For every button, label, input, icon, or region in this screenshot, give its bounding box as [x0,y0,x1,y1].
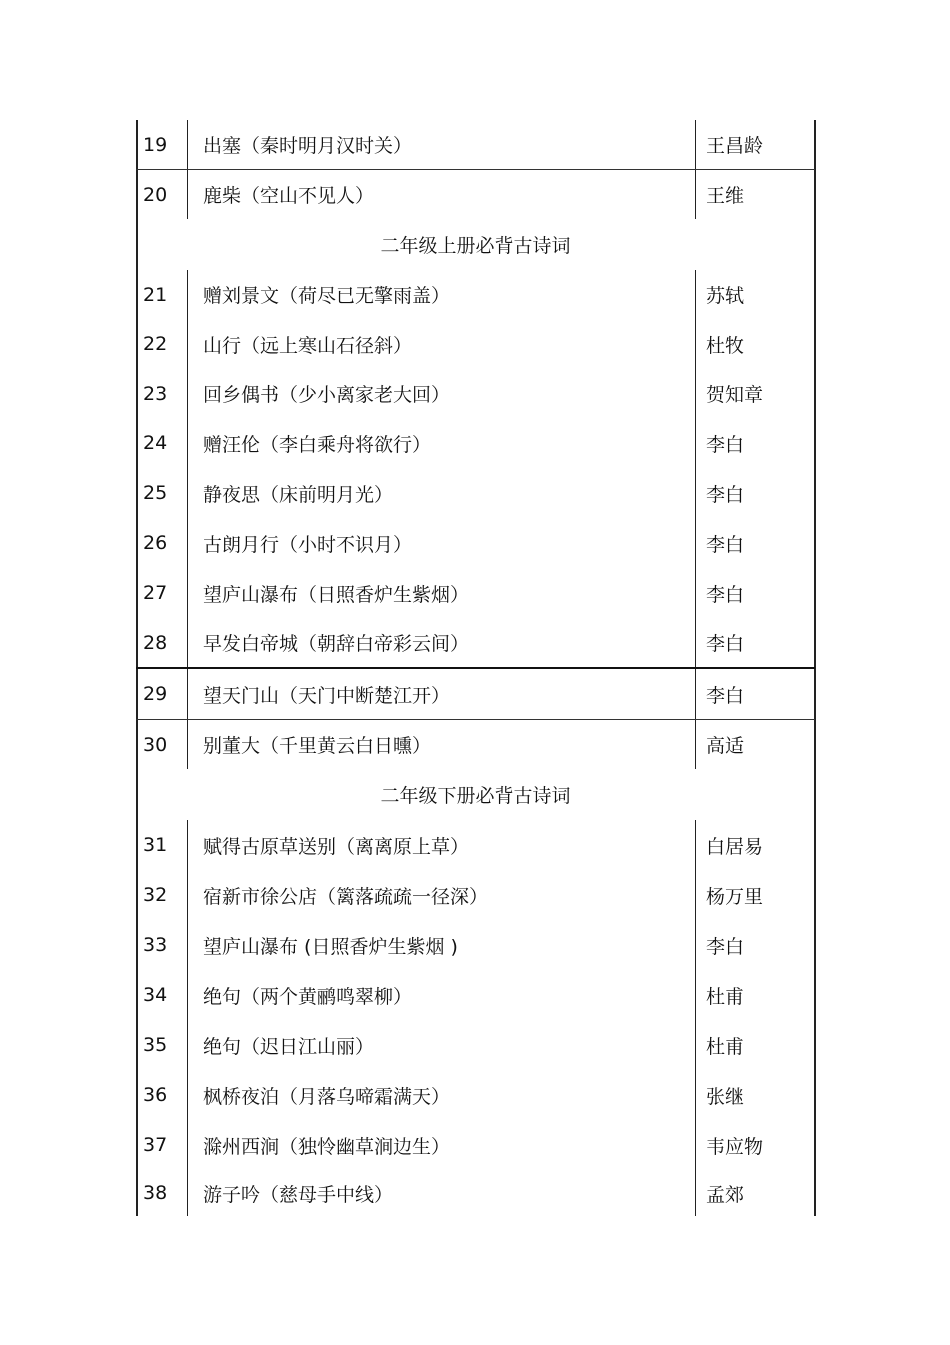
poem-title: 宿新市徐公店（篱落疏疏一径深） [203,885,489,908]
poem-author: 李白 [706,483,745,506]
poem-author: 李白 [706,433,745,456]
poem-title: 绝句（迟日江山丽） [203,1035,375,1058]
poem-number: 27 [143,582,168,604]
poem-title: 古朗月行（小时不识月） [203,533,413,556]
poem-number: 23 [143,382,168,405]
table-row [0,618,950,667]
poem-number: 32 [143,884,168,906]
table-row [0,820,950,870]
poem-title: 望庐山瀑布（日照香炉生紫烟） [203,583,470,606]
table-row [0,369,950,418]
poem-title: 回乡偶书（少小离家老大回） [203,384,451,406]
table-row [0,669,950,719]
poem-number: 26 [143,532,168,554]
poem-author: 白居易 [706,835,764,858]
poem-author: 贺知章 [706,384,764,406]
poem-number: 35 [143,1034,168,1056]
poem-title: 望庐山瀑布 (日照香炉生紫烟 ) [203,935,458,958]
poem-number: 30 [143,733,168,756]
poem-title: 游子吟（慈母手中线） [203,1183,394,1206]
poem-title: 赠汪伦（李白乘舟将欲行） [203,433,432,456]
poem-number: 33 [143,934,168,956]
poem-title: 山行（远上寒山石径斜） [203,334,413,357]
table-row [0,1170,950,1216]
poem-author: 王维 [706,185,745,207]
poem-title: 望天门山（天门中断楚江开） [203,684,451,707]
poem-title: 绝句（两个黄鹂鸣翠柳） [203,985,413,1008]
table-row [0,920,950,970]
poem-number: 22 [143,333,168,355]
table-row [0,170,950,219]
poem-title: 枫桥夜泊（月落乌啼霜满天） [203,1085,451,1108]
poem-number: 34 [143,984,168,1006]
poem-number: 24 [143,432,168,454]
poem-author: 杜甫 [706,985,745,1008]
poem-number: 29 [143,683,168,705]
poem-author: 杜牧 [706,334,745,357]
section-heading: 二年级上册必背古诗词 [380,235,571,257]
poem-author: 杜甫 [706,1035,745,1058]
poem-number: 19 [143,133,168,156]
poem-author: 苏轼 [706,285,745,307]
poem-title: 静夜思（床前明月光） [203,483,394,506]
poem-author: 高适 [706,735,745,757]
poem-title: 出塞（秦时明月汉时关） [203,135,413,157]
table-row [0,518,950,568]
table-row [0,1070,950,1120]
poem-number: 28 [143,631,168,654]
table-row [0,418,950,468]
poem-author: 李白 [706,935,745,958]
poem-author: 王昌龄 [706,135,764,157]
poem-number: 37 [143,1134,168,1156]
poem-title: 赋得古原草送别（离离原上草） [203,835,470,858]
poem-title: 鹿柴（空山不见人） [203,185,375,207]
poem-title: 滁州西涧（独怜幽草涧边生） [203,1135,451,1158]
table-row [0,1120,950,1170]
table-row [0,1020,950,1070]
poem-title: 赠刘景文（荷尽已无擎雨盖） [203,285,451,307]
table-row [0,319,950,369]
poem-author: 韦应物 [706,1135,764,1158]
poem-author: 杨万里 [706,885,764,908]
poem-title: 别董大（千里黄云白日曛） [203,735,432,757]
poem-author: 张继 [706,1085,745,1108]
poem-author: 李白 [706,533,745,556]
table-row [0,970,950,1020]
poem-number: 31 [143,834,168,856]
poem-author: 李白 [706,583,745,606]
poem-number: 36 [143,1084,168,1106]
table-row [0,568,950,618]
table-row [0,870,950,920]
table-row [0,468,950,518]
table-row [0,720,950,769]
poem-number: 21 [143,283,168,306]
poem-title: 早发白帝城（朝辞白帝彩云间） [203,633,470,655]
poem-number: 25 [143,482,168,504]
poem-number: 20 [143,183,168,206]
section-heading: 二年级下册必背古诗词 [380,785,571,807]
poem-author: 李白 [706,684,745,707]
poem-number: 38 [143,1182,168,1204]
poem-author: 孟郊 [706,1183,745,1206]
table-row [0,270,950,319]
poem-author: 李白 [706,633,745,655]
table-row [0,120,950,169]
